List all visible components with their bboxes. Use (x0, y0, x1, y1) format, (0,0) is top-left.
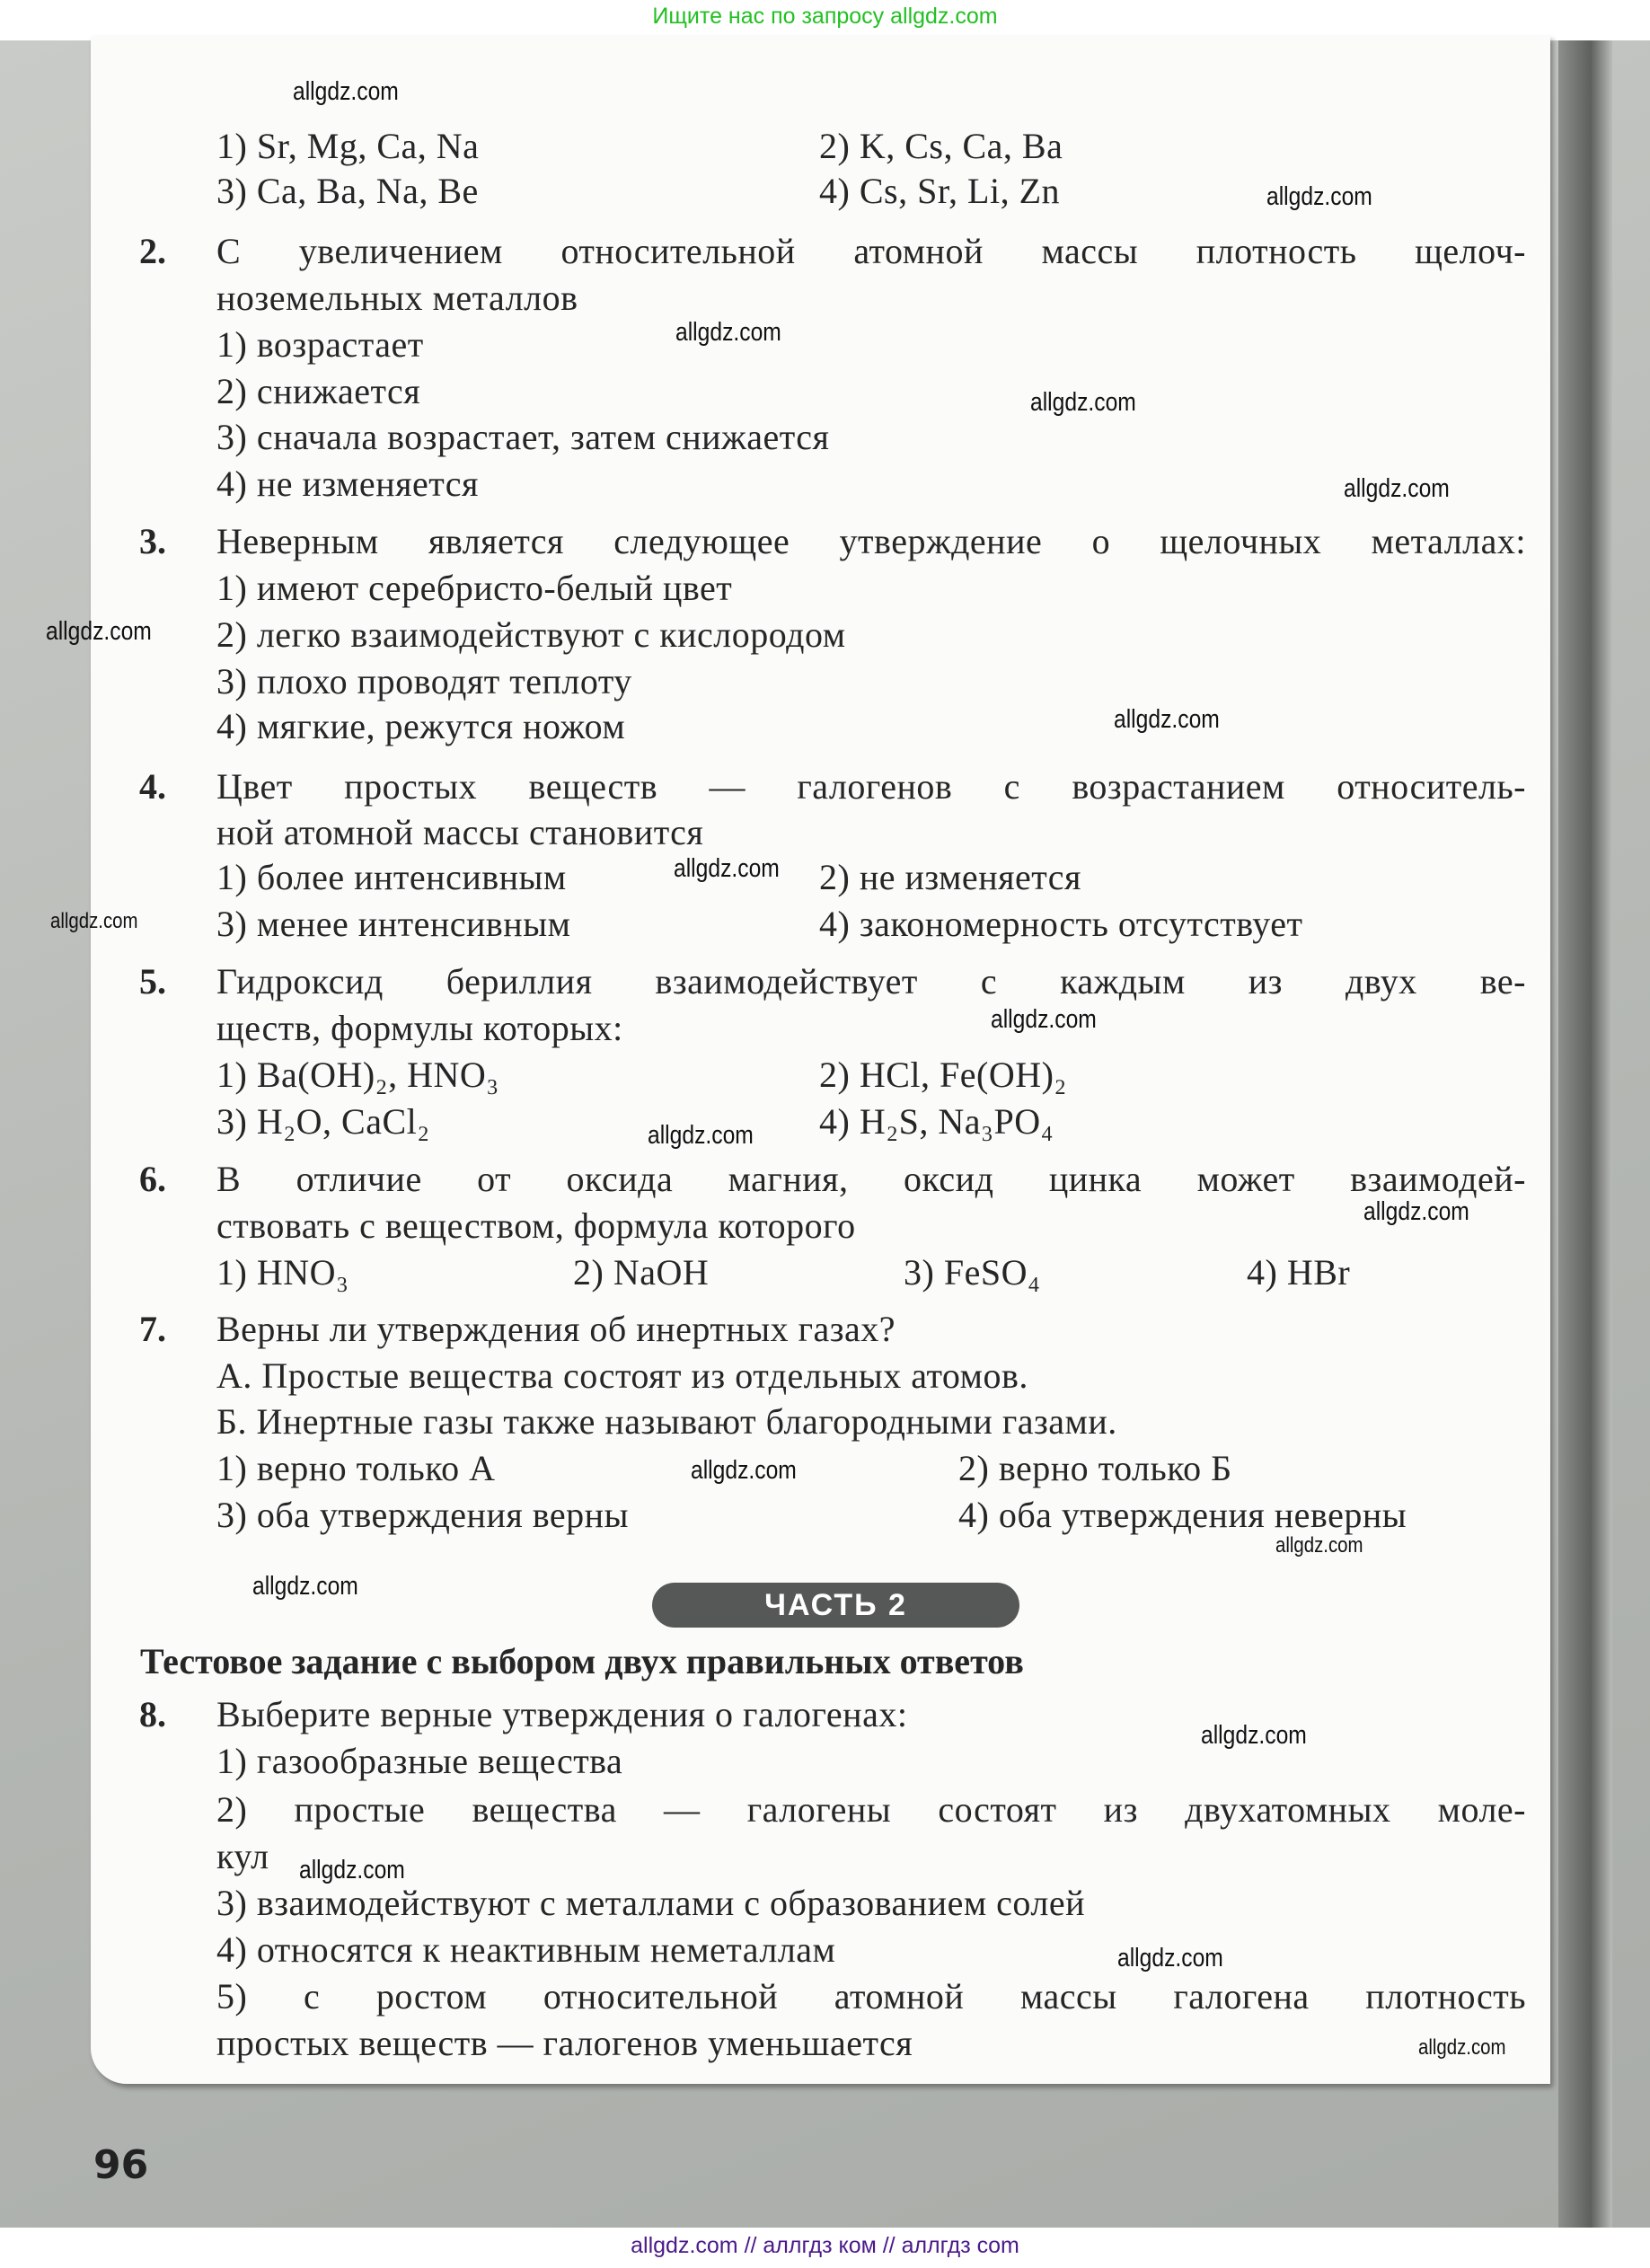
q5-number: 5. (139, 961, 166, 1002)
watermark: allgdz.com (691, 1456, 797, 1485)
watermark: allgdz.com (1275, 1533, 1363, 1558)
q7-option-1: 1) верно только А (216, 1448, 496, 1488)
q3-number: 3. (139, 521, 166, 561)
q7-text: Верны ли утверждения об инертных газах? (216, 1309, 896, 1349)
q4-option-4: 4) закономерность отсутствует (819, 904, 1303, 944)
q8-option-3: 3) взаимодействуют с металлами с образованием солей (216, 1883, 1085, 1923)
watermark: allgdz.com (1117, 1944, 1223, 1972)
watermark: allgdz.com (50, 909, 138, 933)
watermark: allgdz.com (252, 1572, 358, 1601)
q1-option-2: 2) K, Cs, Ca, Ba (819, 126, 1063, 166)
q8-text: Выберите верные утверждения о галогенах: (216, 1694, 908, 1734)
site-banner: Ищите нас по запросу allgdz.com (652, 4, 998, 29)
q4-option-3: 3) менее интенсивным (216, 904, 571, 944)
q6-text: В отличие от оксида магния, оксид цинка может взаимодей- (216, 1159, 1526, 1199)
q2-text-cont: ноземельных металлов (216, 278, 578, 318)
watermark: allgdz.com (293, 77, 399, 106)
q8-option-2: 2) простые вещества — галогены состоят из двухатомных моле- (216, 1789, 1526, 1830)
q4-option-2: 2) не изменяется (819, 857, 1081, 897)
q3-option-1: 1) имеют серебристо-белый цвет (216, 568, 733, 608)
q2-option-1: 1) возрастает (216, 324, 424, 365)
q7-option-4: 4) оба утверждения неверны (958, 1495, 1407, 1535)
q7-option-2: 2) верно только Б (958, 1448, 1232, 1488)
q5-option-1: 1) Ba(OH)₂, HNO₃ (216, 1055, 499, 1095)
q6-number: 6. (139, 1159, 166, 1199)
q5-option-3: 3) H₂O, CaCl₂ (216, 1101, 430, 1142)
watermark: allgdz.com (1114, 705, 1220, 734)
watermark: allgdz.com (46, 617, 152, 646)
q7-option-3: 3) оба утверждения верны (216, 1495, 629, 1535)
watermark: allgdz.com (299, 1856, 405, 1884)
book-edge (1558, 40, 1612, 2228)
q5-text: Гидроксид бериллия взаимодействует с каждым из двух ве- (216, 961, 1526, 1002)
q3-option-3: 3) плохо проводят теплоту (216, 661, 632, 702)
q8-option-4: 4) относятся к неактивным неметаллам (216, 1929, 836, 1970)
q4-text-cont: ной атомной массы становится (216, 812, 704, 852)
q8-option-2-cont: кул (216, 1836, 269, 1876)
watermark: allgdz.com (1030, 388, 1136, 417)
q2-option-3: 3) сначала возрастает, затем снижается (216, 417, 830, 457)
q4-number: 4. (139, 766, 166, 807)
q6-option-1: 1) HNO₃ (216, 1252, 349, 1293)
part-2-banner: ЧАСТЬ 2 (652, 1583, 1019, 1628)
q2-number: 2. (139, 231, 166, 271)
q4-text: Цвет простых веществ — галогенов с возрастанием относитель- (216, 766, 1526, 807)
q3-text: Неверным является следующее утверждение о щелочных металлах: (216, 521, 1526, 561)
q6-text-cont: ствовать с веществом, формула которого (216, 1205, 856, 1246)
watermark: allgdz.com (1363, 1197, 1469, 1226)
watermark: allgdz.com (674, 854, 780, 883)
q3-option-4: 4) мягкие, режутся ножом (216, 706, 626, 746)
q2-option-2: 2) снижается (216, 371, 421, 411)
q5-text-cont: ществ, формулы которых: (216, 1008, 623, 1048)
site-footer: allgdz.com // аллгдз ком // аллгдз com (631, 2233, 1019, 2258)
q1-option-4: 4) Cs, Sr, Li, Zn (819, 171, 1061, 211)
watermark: allgdz.com (1418, 2035, 1506, 2060)
q6-option-4: 4) HBr (1247, 1252, 1351, 1293)
q8-number: 8. (139, 1694, 166, 1734)
q7-statement-b: Б. Инертные газы также называют благородными газами. (216, 1401, 1117, 1442)
section-heading: Тестовое задание с выбором двух правильных ответов (140, 1641, 1024, 1681)
watermark: allgdz.com (1266, 182, 1372, 211)
q5-option-4: 4) H₂S, Na₃PO₄ (819, 1101, 1054, 1142)
q1-option-3: 3) Ca, Ba, Na, Be (216, 171, 479, 211)
q7-number: 7. (139, 1309, 166, 1349)
q6-option-3: 3) FeSO₄ (904, 1252, 1041, 1293)
watermark: allgdz.com (675, 318, 781, 347)
watermark: allgdz.com (1344, 474, 1450, 503)
q6-option-2: 2) NaOH (573, 1252, 710, 1293)
watermark: allgdz.com (991, 1005, 1097, 1034)
page-number: 96 (93, 2142, 149, 2188)
q3-option-2: 2) легко взаимодействуют с кислородом (216, 614, 846, 655)
watermark: allgdz.com (648, 1121, 754, 1150)
q2-text: С увеличением относительной атомной массы плотность щелоч- (216, 231, 1526, 271)
watermark: allgdz.com (1201, 1721, 1307, 1750)
q8-option-5-cont: простых веществ — галогенов уменьшается (216, 2023, 913, 2063)
q7-statement-a: А. Простые вещества состоят из отдельных атомов. (216, 1355, 1028, 1396)
q8-option-5: 5) с ростом относительной атомной массы галогена плотность (216, 1976, 1526, 2016)
q4-option-1: 1) более интенсивным (216, 857, 567, 897)
q5-option-2: 2) HCl, Fe(OH)₂ (819, 1055, 1067, 1095)
q2-option-4: 4) не изменяется (216, 463, 479, 504)
q1-option-1: 1) Sr, Mg, Ca, Na (216, 126, 480, 166)
q8-option-1: 1) газообразные вещества (216, 1741, 623, 1781)
